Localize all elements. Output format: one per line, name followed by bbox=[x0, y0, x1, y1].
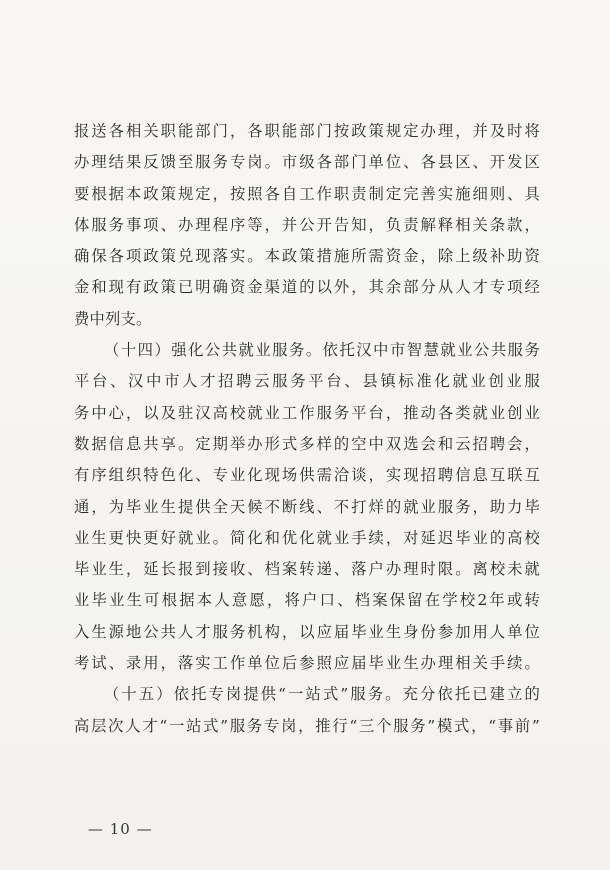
body-text bbox=[74, 116, 540, 742]
text-line: 费中列支。 bbox=[74, 309, 152, 328]
text-line: 要根据本政策规定，按照各自工作职责制定完善实施细则、具 bbox=[74, 184, 540, 203]
text-line: 务中心，以及驻汉高校就业工作服务平台，推动各类就业创业 bbox=[74, 403, 540, 422]
paragraph-heading-line: （十四）强化公共就业服务。依托汉中市智慧就业公共服务 bbox=[104, 341, 540, 360]
text-line: 业生更快更好就业。简化和优化就业手续，对延迟毕业的高校 bbox=[74, 528, 540, 547]
text-line: 金和现有政策已明确资金渠道的以外，其余部分从人才专项经 bbox=[74, 278, 540, 297]
text-line: 体服务事项、办理程序等，并公开告知，负责解释相关条款， bbox=[74, 215, 540, 234]
page-number: — 10 — bbox=[88, 820, 153, 838]
paragraph-heading-line: （十五）依托专岗提供“一站式”服务。充分依托已建立的 bbox=[104, 685, 540, 704]
text-line: 考试、录用，落实工作单位后参照应届毕业生办理相关手续。 bbox=[74, 654, 540, 673]
text-line: 毕业生，延长报到接收、档案转递、落户办理时限。离校未就 bbox=[74, 560, 540, 579]
text-line: 平台、汉中市人才招聘云服务平台、县镇标准化就业创业服 bbox=[74, 372, 540, 391]
text-line: 通，为毕业生提供全天候不断线、不打烊的就业服务，助力毕 bbox=[74, 497, 540, 516]
text-line: 数据信息共享。定期举办形式多样的空中双选会和云招聘会， bbox=[74, 434, 540, 453]
text-line: 高层次人才“一站式”服务专岗，推行“三个服务”模式，“事前” bbox=[74, 716, 540, 735]
text-line: 报送各相关职能部门，各职能部门按政策规定办理，并及时将 bbox=[74, 122, 540, 140]
text-line: 办理结果反馈至服务专岗。市级各部门单位、各县区、开发区 bbox=[74, 153, 540, 172]
text-line: 确保各项政策兑现落实。本政策措施所需资金，除上级补助资 bbox=[74, 247, 540, 266]
text-line: 入生源地公共人才服务机构，以应届毕业生身份参加用人单位 bbox=[74, 622, 540, 641]
text-line: 有序组织特色化、专业化现场供需洽谈，实现招聘信息互联互 bbox=[74, 466, 540, 485]
text-line: 业毕业生可根据本人意愿，将户口、档案保留在学校2年或转 bbox=[74, 591, 540, 610]
